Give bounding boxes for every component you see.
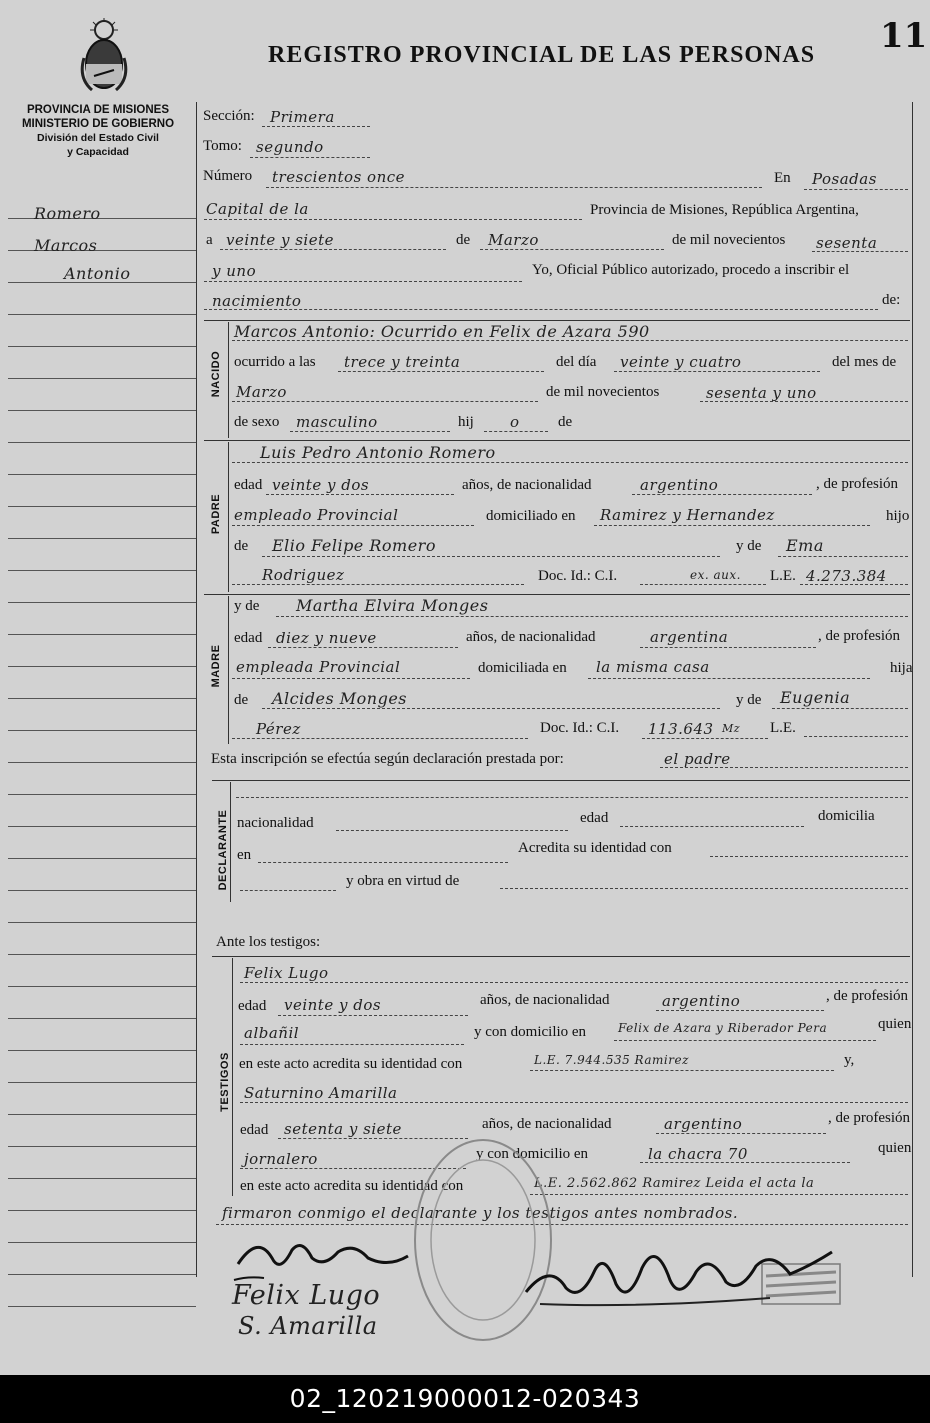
label-prof-padre: , de profesión xyxy=(816,476,899,492)
value-sexo: masculino xyxy=(296,413,378,431)
label-ante-testigos: Ante los testigos: xyxy=(216,934,321,950)
label-en-declarante: en xyxy=(237,847,252,863)
value-t1-doc: L.E. 7.944.535 Ramirez xyxy=(534,1053,689,1067)
value-abuelo-m: Alcides Monges xyxy=(272,689,407,708)
label-provincia: Provincia de Misiones, República Argentina, xyxy=(590,202,859,218)
value-t2-nac: argentino xyxy=(664,1115,743,1133)
value-abuelo-p: Elio Felipe Romero xyxy=(272,536,436,555)
coat-of-arms-icon xyxy=(78,18,130,96)
value-abuela-p: Ema xyxy=(786,536,824,555)
document-title: REGISTRO PROVINCIAL DE LAS PERSONAS xyxy=(268,42,816,68)
section-label-nacido: NACIDO xyxy=(210,350,222,398)
margin-surname: Romero xyxy=(34,204,101,223)
value-madre-ci: 113.643 xyxy=(648,720,714,738)
label-prof-madre: , de profesión xyxy=(818,628,901,644)
label-y-de-madre-2: y de xyxy=(736,692,762,708)
label-le-madre: L.E. xyxy=(770,720,796,736)
label-edad-t1: edad xyxy=(238,998,267,1014)
value-madre-prof: empleada Provincial xyxy=(236,658,401,676)
value-hora: trece y treinta xyxy=(344,353,461,371)
label-de-2: de xyxy=(558,414,573,430)
value-anio-nac: sesenta y uno xyxy=(706,384,817,402)
label-tomo: Tomo: xyxy=(203,138,242,154)
label-esta-inscripcion: Esta inscripción se efectúa según declaración prestada por: xyxy=(211,751,564,767)
label-edad-declarante: edad xyxy=(580,810,609,826)
label-en: En xyxy=(774,170,791,186)
label-edad-padre: edad xyxy=(234,477,263,493)
label-domicilio-t2: y con domicilio en xyxy=(476,1146,589,1162)
value-numero: trescientos once xyxy=(272,168,406,186)
label-hija: hija xyxy=(890,660,913,676)
label-edad-t2: edad xyxy=(240,1122,269,1138)
value-dia-nac: veinte y cuatro xyxy=(620,353,742,371)
section-label-testigos: TESTIGOS xyxy=(219,1052,231,1112)
value-abuela-m-2: Pérez xyxy=(256,720,301,738)
label-le-padre: L.E. xyxy=(770,568,796,584)
label-anos-nac-t2: años, de nacionalidad xyxy=(482,1116,612,1132)
label-nacionalidad: nacionalidad xyxy=(237,815,314,831)
label-doc-madre: Doc. Id.: C.I. xyxy=(540,720,620,736)
value-t1-nac: argentino xyxy=(662,992,741,1010)
section-label-padre: PADRE xyxy=(210,493,222,535)
label-de-mil-2: de mil novecientos xyxy=(546,384,660,400)
value-abuela-p-2: Rodriguez xyxy=(262,566,345,584)
label-y-de-madre: y de xyxy=(234,598,260,614)
section-label-madre: MADRE xyxy=(210,644,222,688)
label-yo: Yo, Oficial Público autorizado, procedo a inscribir el xyxy=(532,262,850,278)
value-t1-prof: albañil xyxy=(244,1024,300,1042)
label-en-este-t1: en este acto acredita su identidad con xyxy=(239,1056,463,1072)
footer-code: 02_120219000012-020343 xyxy=(0,1375,930,1423)
label-y-de-padre: y de xyxy=(736,538,762,554)
value-mes-nac: Marzo xyxy=(236,383,287,401)
label-domicilio-t1: y con domicilio en xyxy=(474,1024,587,1040)
page-number: 11 xyxy=(880,16,928,56)
label-hijo: hijo xyxy=(886,508,910,524)
value-t1-edad: veinte y dos xyxy=(284,996,382,1014)
value-padre-dom: Ramirez y Hernandez xyxy=(600,506,775,524)
label-acredita: Acredita su identidad con xyxy=(518,840,672,856)
label-anos-nac-madre: años, de nacionalidad xyxy=(466,629,596,645)
value-testigo2: Saturnino Amarilla xyxy=(244,1084,398,1102)
value-t2-doc: L.E. 2.562.862 Ramirez Leida el acta la xyxy=(534,1176,815,1191)
value-mes: Marzo xyxy=(488,231,539,249)
value-seccion: Primera xyxy=(270,108,335,126)
value-en: Posadas xyxy=(812,170,877,188)
value-madre-edad: diez y nueve xyxy=(276,629,377,647)
value-capital: Capital de la xyxy=(206,200,309,218)
province-name: PROVINCIA DE MISIONES xyxy=(26,104,170,116)
label-y-obra: y obra en virtud de xyxy=(346,873,460,889)
value-abuela-m: Eugenia xyxy=(780,688,851,707)
value-padre-prof: empleado Provincial xyxy=(234,506,399,524)
signature-testigo1: Felix Lugo xyxy=(232,1280,381,1311)
value-padre-le: 4.273.384 xyxy=(806,567,887,585)
value-testigo1: Felix Lugo xyxy=(244,964,329,982)
label-de-mil: de mil novecientos xyxy=(672,232,786,248)
label-ocurrido: ocurrido a las xyxy=(234,354,316,370)
value-t2-edad: setenta y siete xyxy=(284,1120,402,1138)
signature-oficial xyxy=(520,1232,840,1322)
label-anos-nac-padre: años, de nacionalidad xyxy=(462,477,592,493)
value-t2-dom: la chacra 70 xyxy=(648,1145,748,1163)
division-line-1: División del Estado Civil xyxy=(37,132,159,144)
label-de-abuelo-m: de xyxy=(234,692,249,708)
label-numero: Número xyxy=(203,168,253,184)
value-madre-nac: argentina xyxy=(650,628,729,646)
value-padre-nac: argentino xyxy=(640,476,719,494)
signature-padre xyxy=(228,1228,418,1288)
label-domiciliado: domiciliado en xyxy=(486,508,576,524)
value-padre-edad: veinte y dos xyxy=(272,476,370,494)
value-madre-nombre: Martha Elvira Monges xyxy=(296,596,489,615)
value-t2-prof: jornalero xyxy=(244,1150,318,1168)
label-del-dia: del día xyxy=(556,354,597,370)
signature-testigo2: S. Amarilla xyxy=(238,1312,378,1340)
value-hij-o: o xyxy=(510,413,520,431)
division-line-2: y Capacidad xyxy=(67,146,129,158)
section-label-declarante: DECLARANTE xyxy=(217,809,229,891)
label-hij: hij xyxy=(458,414,474,430)
label-anos-nac-t1: años, de nacionalidad xyxy=(480,992,610,1008)
value-tomo: segundo xyxy=(256,138,324,156)
value-anio-1: sesenta xyxy=(816,234,878,252)
label-en-este-t2: en este acto acredita su identidad con xyxy=(240,1178,464,1194)
value-acto: nacimiento xyxy=(212,292,302,310)
label-de-colon: de: xyxy=(882,292,901,308)
value-madre-dom: la misma casa xyxy=(596,658,710,676)
label-del-mes: del mes de xyxy=(832,354,897,370)
label-y-comma: y, xyxy=(844,1052,855,1068)
ministry-name: MINISTERIO DE GOBIERNO xyxy=(21,118,175,130)
label-prof-t2: , de profesión xyxy=(828,1110,911,1126)
value-anio-2: y uno xyxy=(212,262,257,280)
value-dia: veinte y siete xyxy=(226,231,335,249)
label-quien-t1: quien xyxy=(878,1016,912,1032)
label-quien-t2: quien xyxy=(878,1140,912,1156)
label-prof-t1: , de profesión xyxy=(826,988,909,1004)
label-domiciliada: domiciliada en xyxy=(478,660,567,676)
label-edad-madre: edad xyxy=(234,630,263,646)
value-t1-dom: Felix de Azara y Riberador Pera xyxy=(618,1021,828,1035)
label-de-abuelo-p: de xyxy=(234,538,249,554)
value-nacido-nombre: Marcos Antonio: Ocurrido en Felix de Azara 590 xyxy=(234,322,650,341)
label-de: de xyxy=(456,232,471,248)
value-padre-nombre: Luis Pedro Antonio Romero xyxy=(260,443,496,462)
value-declarante: el padre xyxy=(664,750,731,768)
label-a: a xyxy=(206,232,213,248)
label-domicilia: domicilia xyxy=(818,808,875,824)
label-de-sexo: de sexo xyxy=(234,414,280,430)
label-seccion: Sección: xyxy=(203,108,255,124)
issuer-block xyxy=(10,103,186,159)
value-padre-doc: ex. aux. xyxy=(690,568,741,582)
margin-first-name: Marcos xyxy=(34,236,98,255)
value-cierre: firmaron conmigo el declarante y los testigos antes nombrados. xyxy=(222,1204,739,1222)
value-madre-ci-2: Mz xyxy=(722,722,741,735)
label-doc-padre: Doc. Id.: C.I. xyxy=(538,568,618,584)
margin-middle-name: Antonio xyxy=(64,264,131,283)
